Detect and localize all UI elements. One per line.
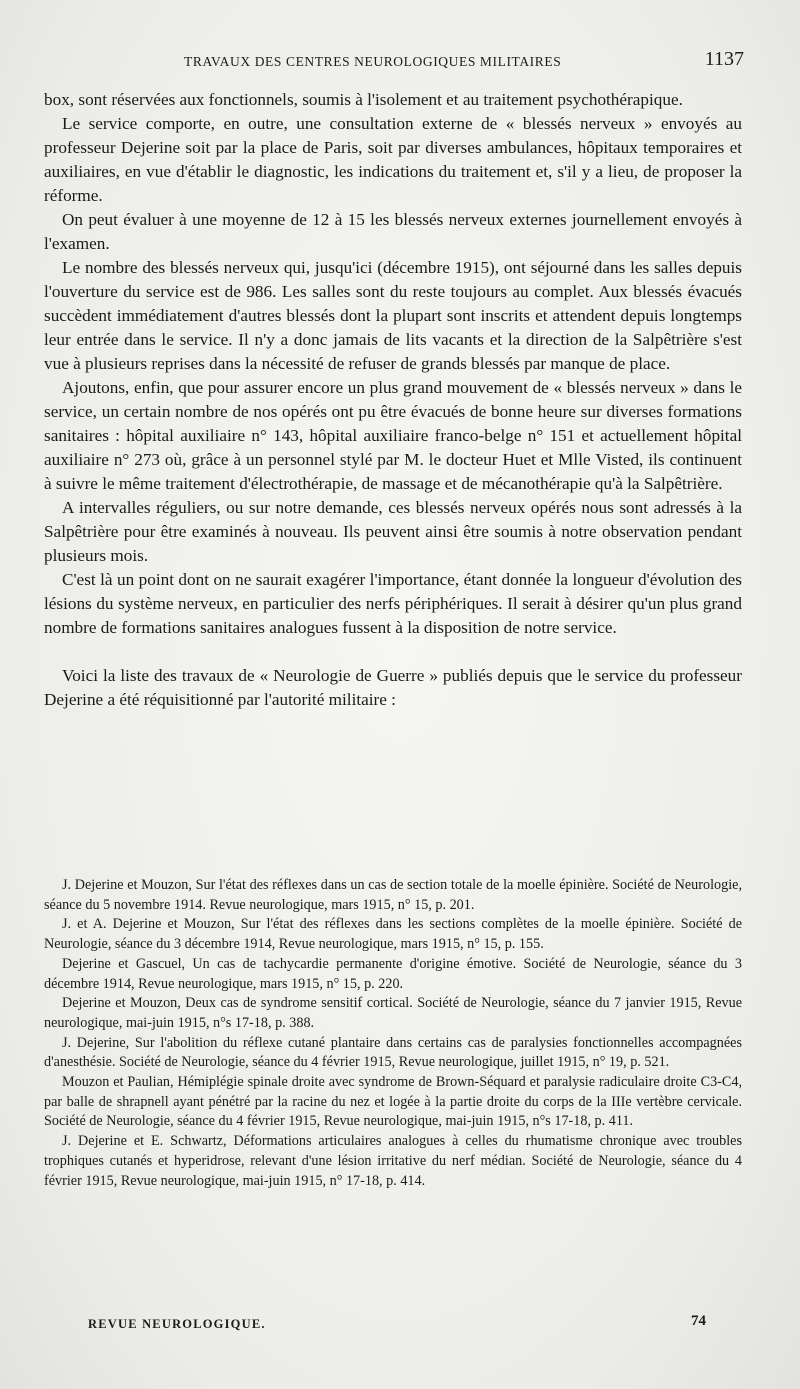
paragraph: box, sont réservées aux fonctionnels, soumis à l'isolement et au traitement psychothérapique. xyxy=(44,90,683,109)
paragraph: C'est là un point dont on ne saurait exagérer l'importance, étant donnée la longueur d'évolution des lésions du système nerveux, en particulier des nerfs périphériques. Il serait à désirer qu'un plus grand nombre de formations sanitaires analogues fussent à la disposition de notre service. xyxy=(44,570,742,637)
paragraph: Voici la liste des travaux de « Neurologie de Guerre » publiés depuis que le service du professeur Dejerine a été réquisitionné par l'autorité militaire : xyxy=(44,666,742,709)
reference-item: Mouzon et Paulian, Hémiplégie spinale droite avec syndrome de Brown-Séquard et paralysie radiculaire droite C3-C4, par balle de shrapnell ayant pénétré par la racine du nez et logée à la partie droite du corps de la IIIe vertèbre cervicale. Société de Neurologie, séance du 4 février 1915, Revue neurologique, mai-juin 1915, n°s 17-18, p. 411. xyxy=(44,1074,742,1130)
reference-item: Dejerine et Gascuel, Un cas de tachycardie permanente d'origine émotive. Société de Neurologie, séance du 3 décembre 1914, Revue neurologique, mars 1915, n° 15, p. 220. xyxy=(44,955,742,992)
reference-item: J. Dejerine et Mouzon, Sur l'état des réflexes dans un cas de section totale de la moelle épinière. Société de Neurologie, séance du 5 novembre 1914. Revue neurologique, mars 1915, n° 15, p. 201. xyxy=(44,877,742,913)
reference-list xyxy=(44,876,742,1191)
journal-name: REVUE NEUROLOGIQUE. xyxy=(88,1317,266,1331)
reference-item: J. Dejerine et E. Schwartz, Déformations articulaires analogues à celles du rhumatisme chronique avec troubles trophiques cutanés et hyperidrose, relevant d'une lésion irritative du nerf médian. Société de Neurologie, séance du 4 février 1915, Revue neurologique, mai-juin 1915, n° 17-18, p. 414. xyxy=(44,1133,742,1189)
paragraph: Le nombre des blessés nerveux qui, jusqu'ici (décembre 1915), ont séjourné dans les salles depuis l'ouverture du service est de 986. Les salles sont du reste toujours au complet. Aux blessés évacués succèdent immédiatement d'autres blessés dont la plupart sont inscrits et attendent depuis longtemps leur entrée dans le service. Il n'y a donc jamais de lits vacants et la direction de la Salpêtrière s'est vue à plusieurs reprises dans la nécessité de refuser de grands blessés par manque de place. xyxy=(44,258,742,373)
reference-item: J. et A. Dejerine et Mouzon, Sur l'état des réflexes dans les sections complètes de la moelle épinière. Société de Neurologie, séance du 3 décembre 1914, Revue neurologique, mars 1915, n° 15, p. 155. xyxy=(44,916,742,953)
paragraph: A intervalles réguliers, ou sur notre demande, ces blessés nerveux opérés nous sont adressés à la Salpêtrière pour être examinés à nouveau. Ils peuvent ainsi être soumis à notre observation pendant plusieurs mois. xyxy=(44,498,742,565)
page-header xyxy=(44,48,744,78)
signature-mark: 74 xyxy=(691,1313,706,1329)
body-text xyxy=(44,88,742,712)
paragraph: On peut évaluer à une moyenne de 12 à 15 les blessés nerveux externes journellement envoyés à l'examen. xyxy=(44,210,742,253)
page-number: 1137 xyxy=(704,48,744,70)
running-title: TRAVAUX DES CENTRES NEUROLOGIQUES MILITAIRES xyxy=(184,54,562,69)
reference-item: Dejerine et Mouzon, Deux cas de syndrome sensitif cortical. Société de Neurologie, séance du 7 janvier 1915, Revue neurologique, mai-juin 1915, n°s 17-18, p. 388. xyxy=(44,995,742,1031)
page-footer xyxy=(88,1313,706,1337)
reference-item: J. Dejerine, Sur l'abolition du réflexe cutané plantaire dans certains cas de paralysies fonctionnelles accompagnées d'anesthésie. Société de Neurologie, séance du 4 février 1915, Revue neurologique, juillet 1915, n° 19, p. 521. xyxy=(44,1034,742,1071)
paragraph: Ajoutons, enfin, que pour assurer encore un plus grand mouvement de « blessés nerveux » dans le service, un certain nombre de nos opérés ont pu être évacués de bonne heure sur diverses formations sanitaires : hôpital auxiliaire n° 143, hôpital auxiliaire franco-belge n° 151 et actuellement hôpital auxiliaire n° 273 où, grâce à un personnel stylé par M. le docteur Huet et Mlle Visted, ils continuent à suivre le même traitement d'électrothérapie, de massage et de mécanothérapie qu'à la Salpêtrière. xyxy=(44,378,742,493)
paragraph: Le service comporte, en outre, une consultation externe de « blessés nerveux » envoyés au professeur Dejerine soit par la place de Paris, soit par diverses ambulances, hôpitaux temporaires et auxiliaires, en vue d'établir le diagnostic, les indications du traitement et, s'il y a lieu, de proposer la réforme. xyxy=(44,114,742,205)
